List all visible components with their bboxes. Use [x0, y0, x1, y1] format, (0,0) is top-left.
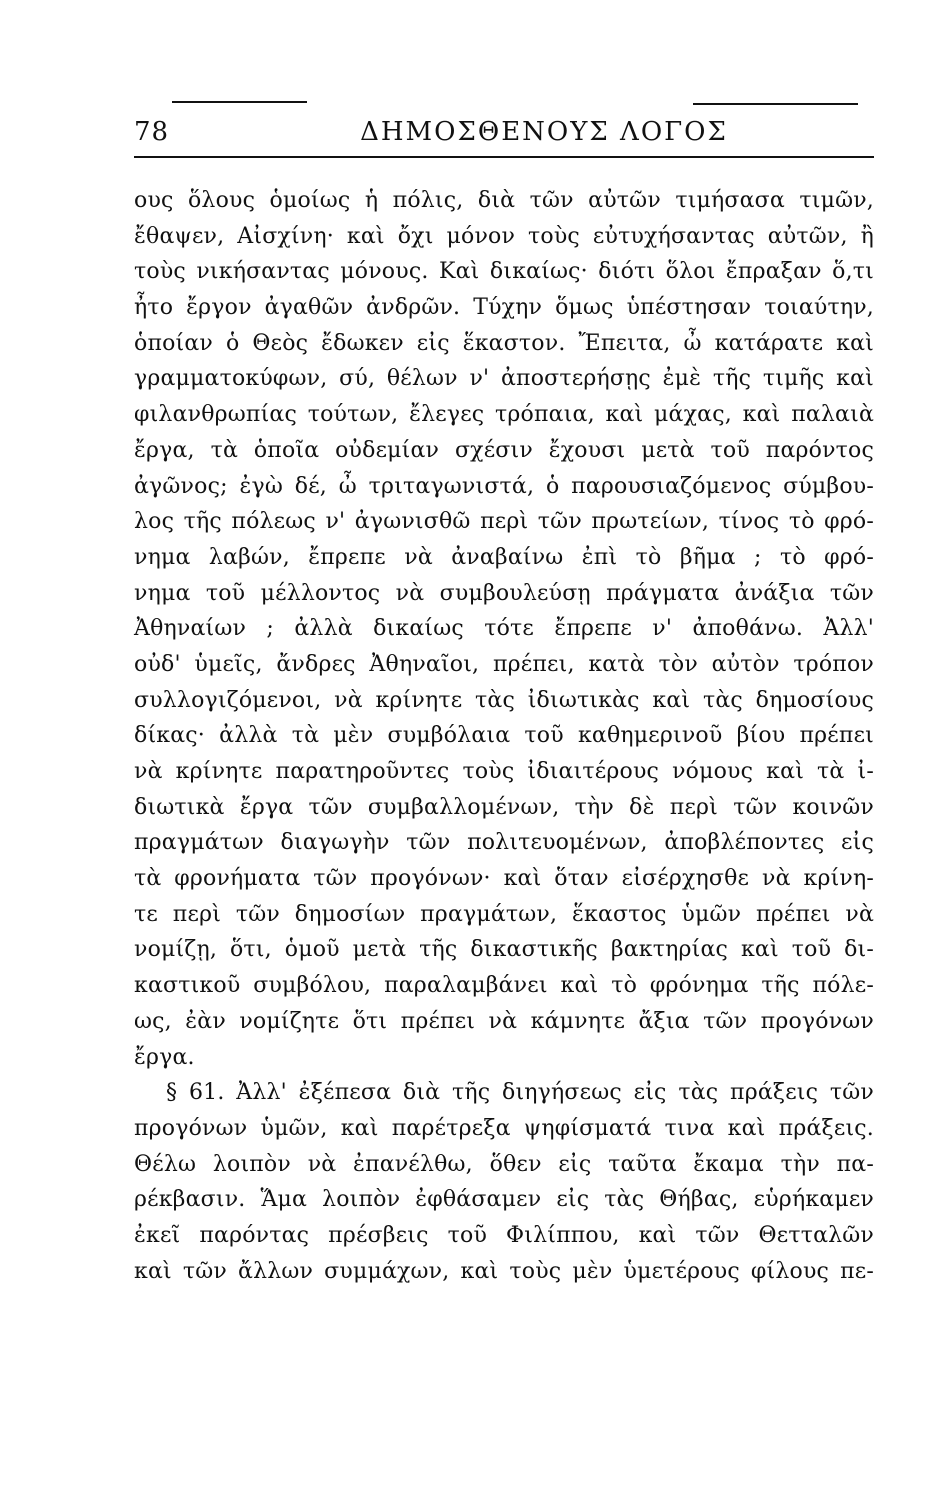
text-line: διωτικὰ ἔργα τῶν συμβαλλομένων, τὴν δὲ περὶ τῶν κοινῶν	[134, 794, 874, 820]
text-line: πραγμάτων διαγωγὴν τῶν πολιτευομένων, ἀποβλέποντες εἰς	[134, 830, 874, 856]
text-line: ρέκβασιν. Ἅμα λοιπὸν ἐφθάσαμεν εἰς τὰς Θήβας, εὑρήκαμεν	[134, 1187, 874, 1213]
text-line: ἔθαψεν, Αἰσχίνη· καὶ ὄχι μόνον τοὺς εὐτυχήσαντας αὐτῶν, ἢ	[134, 223, 874, 249]
page-number: 78	[134, 117, 170, 147]
header-rule	[134, 156, 874, 158]
text-line: Θέλω λοιπὸν νὰ ἐπανέλθω, ὅθεν εἰς ταῦτα ἔκαμα τὴν πα-	[134, 1151, 874, 1177]
text-line: καὶ τῶν ἄλλων συμμάχων, καὶ τοὺς μὲν ὑμετέρους φίλους πε-	[134, 1258, 874, 1284]
text-line: νημα λαβών, ἔπρεπε νὰ ἀναβαίνω ἐπὶ τὸ βῆμα ; τὸ φρό-	[134, 544, 874, 570]
text-line: ἔργα, τὰ ὁποῖα οὐδεμίαν σχέσιν ἔχουσι μετὰ τοῦ παρόντος	[134, 437, 874, 463]
text-line: τε περὶ τῶν δημοσίων πραγμάτων, ἕκαστος ὑμῶν πρέπει νὰ	[134, 901, 874, 927]
body-text	[134, 183, 874, 1289]
text-line: νὰ κρίνητε παρατηροῦντες τοὺς ἰδιαιτέρους νόμους καὶ τὰ ἰ-	[134, 759, 874, 784]
text-line: καστικοῦ συμβόλου, παραλαμβάνει καὶ τὸ φρόνημα τῆς πόλε-	[134, 973, 874, 999]
text-line: ὁποίαν ὁ Θεὸς ἔδωκεν εἰς ἕκαστον. Ἔπειτα, ὦ κατάρατε καὶ	[134, 330, 874, 356]
text-line: γραμματοκύφων, σύ, θέλων ν' ἀποστερήσῃς ἐμὲ τῆς τιμῆς καὶ	[134, 366, 874, 392]
text-line: ἦτο ἔργον ἀγαθῶν ἀνδρῶν. Τύχην ὅμως ὑπέστησαν τοιαύτην,	[134, 295, 874, 321]
text-line: λος τῆς πόλεως ν' ἀγωνισθῶ περὶ τῶν πρωτείων, τίνος τὸ φρό-	[134, 509, 874, 535]
text-line: ἐκεῖ παρόντας πρέσβεις τοῦ Φιλίππου, καὶ τῶν Θετταλῶν	[134, 1222, 874, 1248]
paragraph-end-line: ἔργα.	[134, 1044, 195, 1070]
text-line: οὐδ' ὑμεῖς, ἄνδρες Ἀθηναῖοι, πρέπει, κατὰ τὸν αὐτὸν τρόπον	[134, 651, 874, 677]
text-line: τὰ φρονήματα τῶν προγόνων· καὶ ὅταν εἰσέρχησθε νὰ κρίνη-	[134, 866, 874, 892]
running-title: ΔΗΜΟΣΘΕΝΟΥΣ ΛΟΓΟΣ	[360, 117, 728, 147]
section-start-line: § 61. Ἀλλ' ἐξέπεσα διὰ τῆς διηγήσεως εἰς τὰς πράξεις τῶν	[166, 1080, 874, 1106]
text-line: Ἀθηναίων ; ἀλλὰ δικαίως τότε ἔπρεπε ν' ἀποθάνω. Ἀλλ'	[134, 616, 874, 642]
text-line: νημα τοῦ μέλλοντος νὰ συμβουλεύσῃ πράγματα ἀνάξια τῶν	[134, 580, 874, 606]
text-line: τοὺς νικήσαντας μόνους. Καὶ δικαίως· διότι ὅλοι ἔπραξαν ὅ,τι	[134, 259, 874, 285]
text-line: ους ὅλους ὁμοίως ἡ πόλις, διὰ τῶν αὐτῶν τιμήσασα τιμῶν,	[134, 188, 874, 213]
text-line: φιλανθρωπίας τούτων, ἔλεγες τρόπαια, καὶ μάχας, καὶ παλαιὰ	[134, 402, 874, 428]
text-line: ως, ἐὰν νομίζητε ὅτι πρέπει νὰ κάμνητε ἄξια τῶν προγόνων	[134, 1008, 874, 1034]
page-header	[134, 112, 874, 152]
top-rule-right	[693, 103, 858, 105]
text-line: συλλογιζόμενοι, νὰ κρίνητε τὰς ἰδιωτικὰς καὶ τὰς δημοσίους	[134, 687, 874, 713]
text-line: νομίζῃ, ὅτι, ὁμοῦ μετὰ τῆς δικαστικῆς βακτηρίας καὶ τοῦ δι-	[134, 937, 874, 963]
top-rule-left	[172, 101, 307, 103]
text-line: δίκας· ἀλλὰ τὰ μὲν συμβόλαια τοῦ καθημερινοῦ βίου πρέπει	[134, 723, 874, 749]
text-line: προγόνων ὑμῶν, καὶ παρέτρεξα ψηφίσματά τινα καὶ πράξεις.	[134, 1115, 874, 1141]
text-line: ἀγῶνος; ἐγὼ δέ, ὦ τριταγωνιστά, ὁ παρουσιαζόμενος σύμβου-	[134, 473, 874, 499]
